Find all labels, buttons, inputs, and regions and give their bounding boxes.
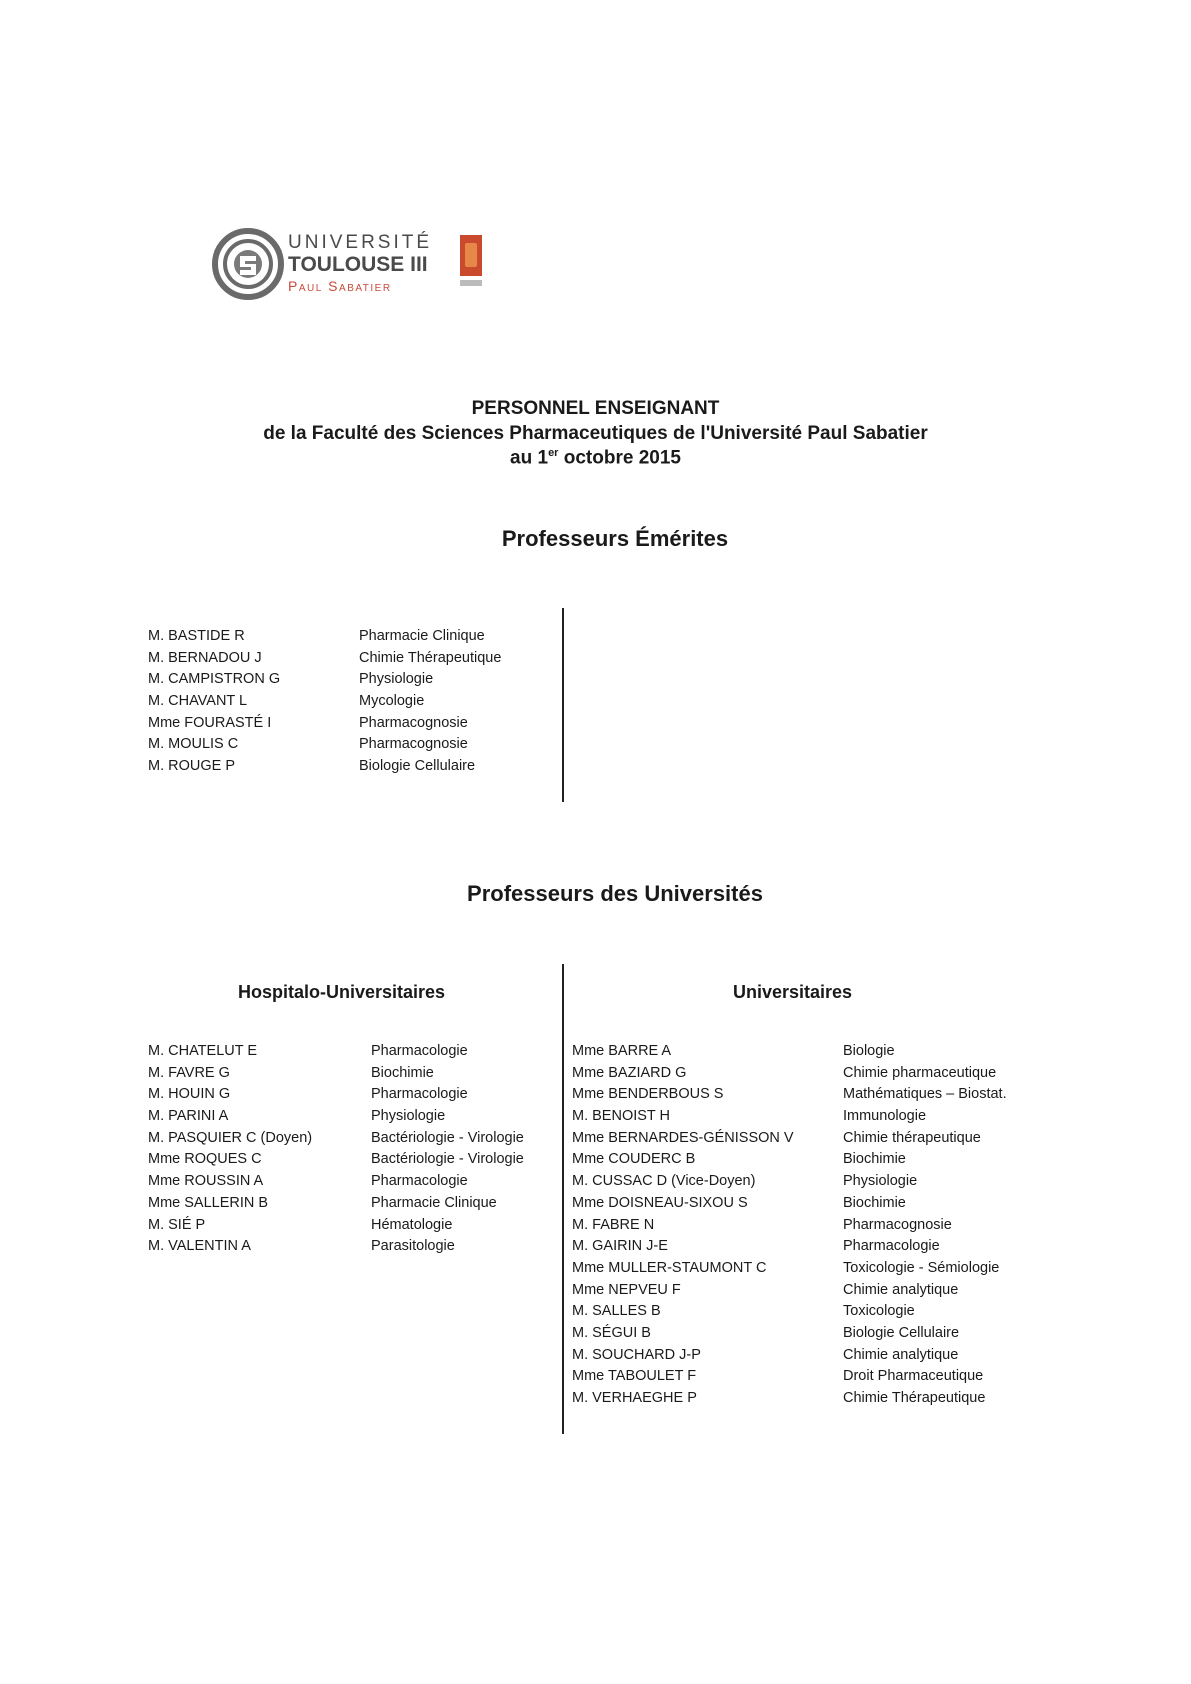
staff-discipline: Pharmacologie <box>843 1238 940 1255</box>
staff-name: M. CAMPISTRON G <box>148 671 281 688</box>
column-divider <box>562 608 564 802</box>
staff-discipline: Parasitologie <box>371 1238 455 1255</box>
staff-name: Mme BARRE A <box>572 1043 672 1059</box>
staff-discipline: Bactériologie - Virologie <box>371 1129 524 1146</box>
staff-discipline: Biologie <box>843 1043 895 1059</box>
staff-discipline: Pharmacognosie <box>359 736 468 753</box>
column-divider <box>562 964 564 1434</box>
staff-discipline: Physiologie <box>843 1173 918 1190</box>
logo-emblem-icon <box>460 235 482 276</box>
staff-name: M. SIÉ P <box>148 1216 206 1233</box>
staff-name: M. VERHAEGHE P <box>572 1390 697 1406</box>
universites-heading: Professeurs des Universités <box>467 881 763 906</box>
staff-discipline: Pharmacie Clinique <box>359 628 485 644</box>
staff-discipline: Immunologie <box>843 1108 927 1125</box>
staff-name: Mme FOURASTÉ I <box>148 714 272 731</box>
staff-discipline: Chimie analytique <box>843 1281 959 1298</box>
staff-name: Mme NEPVEU F <box>572 1281 681 1298</box>
staff-name: Mme ROUSSIN A <box>148 1173 264 1190</box>
document-subtitle: de la Faculté des Sciences Pharmaceutiques de l'Université Paul Sabatier <box>263 423 928 444</box>
staff-name: M. CHATELUT E <box>148 1043 258 1059</box>
logo-line-1: UNIVERSITÉ <box>288 232 433 253</box>
logo-caption-mark <box>460 280 482 286</box>
logo-line-2: TOULOUSE III <box>288 253 428 276</box>
university-logo <box>212 226 482 306</box>
document-title: PERSONNEL ENSEIGNANT <box>471 398 720 419</box>
logo-line-3: Paul Sabatier <box>288 278 392 294</box>
staff-name: Mme MULLER-STAUMONT C <box>572 1259 767 1276</box>
staff-discipline: Hématologie <box>371 1216 453 1233</box>
staff-discipline: Pharmacognosie <box>359 714 468 731</box>
staff-name: M. BASTIDE R <box>148 628 245 644</box>
date-prefix: au 1 <box>510 447 549 469</box>
staff-discipline: Biochimie <box>371 1064 434 1081</box>
staff-name: M. PARINI A <box>148 1108 229 1125</box>
staff-name: M. SALLES B <box>572 1303 661 1320</box>
hospitalo-heading: Hospitalo-Universitaires <box>238 982 446 1002</box>
staff-discipline: Biologie Cellulaire <box>843 1324 960 1341</box>
staff-discipline: Pharmacologie <box>371 1173 468 1190</box>
staff-name: Mme BAZIARD G <box>572 1064 687 1081</box>
emerites-heading: Professeurs Émérites <box>501 526 729 551</box>
staff-name: M. HOUIN G <box>148 1086 231 1103</box>
staff-name: M. BERNADOU J <box>148 649 262 666</box>
staff-name: M. BENOIST H <box>572 1108 671 1125</box>
staff-discipline: Chimie pharmaceutique <box>843 1064 997 1081</box>
staff-discipline: Biologie Cellulaire <box>359 758 476 775</box>
document-date <box>0 447 1191 469</box>
universitaires-heading: Universitaires <box>733 982 853 1002</box>
staff-name: M. FABRE N <box>572 1216 655 1233</box>
staff-discipline: Biochimie <box>843 1151 906 1168</box>
staff-discipline: Pharmacologie <box>371 1086 468 1103</box>
date-suffix: octobre 2015 <box>558 447 681 469</box>
staff-discipline: Pharmacologie <box>371 1043 468 1059</box>
staff-name: Mme TABOULET F <box>572 1368 697 1385</box>
staff-name: Mme BENDERBOUS S <box>572 1086 724 1103</box>
staff-discipline: Toxicologie - Sémiologie <box>843 1259 1000 1276</box>
staff-discipline: Toxicologie <box>843 1303 915 1320</box>
staff-name: Mme DOISNEAU-SIXOU S <box>572 1194 748 1211</box>
staff-discipline: Biochimie <box>843 1194 906 1211</box>
staff-discipline: Pharmacognosie <box>843 1216 952 1233</box>
staff-name: M. SÉGUI B <box>572 1324 651 1341</box>
staff-name: M. VALENTIN A <box>148 1238 251 1255</box>
staff-name: M. GAIRIN J-E <box>572 1238 668 1255</box>
staff-name: Mme SALLERIN B <box>148 1194 269 1211</box>
staff-name: M. SOUCHARD J-P <box>572 1346 701 1363</box>
staff-discipline: Pharmacie Clinique <box>371 1194 497 1211</box>
staff-name: M. MOULIS C <box>148 736 239 753</box>
staff-name: M. PASQUIER C (Doyen) <box>148 1129 313 1146</box>
staff-name: Mme ROQUES C <box>148 1151 262 1168</box>
staff-discipline: Mycologie <box>359 693 425 710</box>
staff-discipline: Bactériologie - Virologie <box>371 1151 524 1168</box>
date-superscript: er <box>548 447 559 459</box>
staff-name: M. ROUGE P <box>148 758 236 775</box>
staff-name: M. FAVRE G <box>148 1064 230 1081</box>
staff-discipline: Droit Pharmaceutique <box>843 1368 984 1385</box>
university-seal-icon <box>212 226 284 302</box>
staff-discipline: Physiologie <box>359 671 434 688</box>
staff-discipline: Mathématiques – Biostat. <box>843 1086 1007 1103</box>
staff-discipline: Chimie Thérapeutique <box>843 1390 986 1406</box>
staff-discipline: Physiologie <box>371 1108 446 1125</box>
staff-discipline: Chimie analytique <box>843 1346 959 1363</box>
staff-name: Mme BERNARDES-GÉNISSON V <box>572 1129 794 1146</box>
staff-discipline: Chimie thérapeutique <box>843 1129 981 1146</box>
staff-name: M. CHAVANT L <box>148 693 248 710</box>
staff-name: M. CUSSAC D (Vice-Doyen) <box>572 1173 756 1190</box>
staff-discipline: Chimie Thérapeutique <box>359 649 502 666</box>
staff-name: Mme COUDERC B <box>572 1151 696 1168</box>
